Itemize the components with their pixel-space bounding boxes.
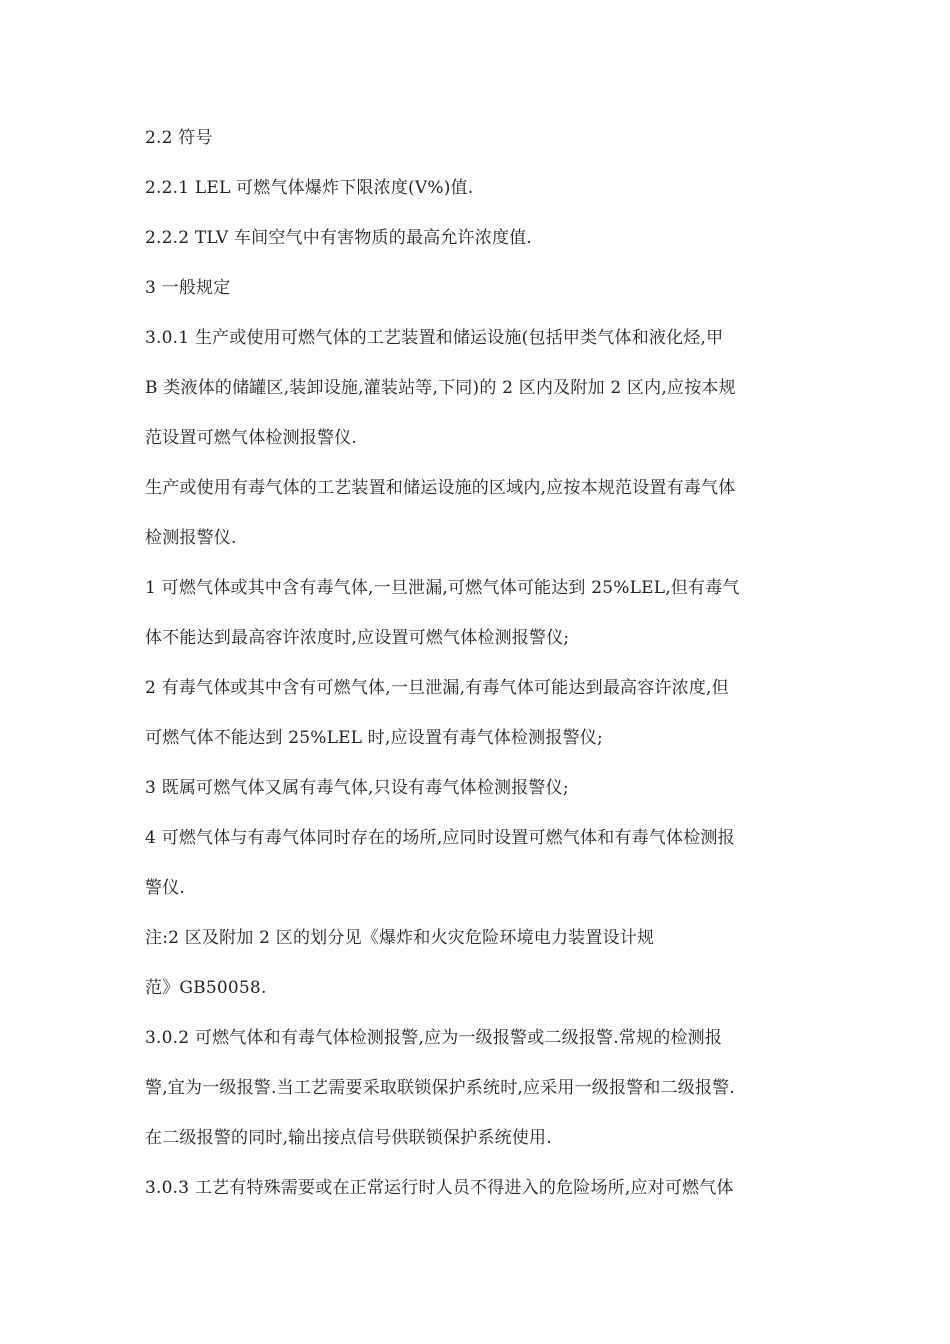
note-line-2: 范》GB50058.: [145, 978, 267, 998]
clause-2-2-2: 2.2.2 TLV 车间空气中有害物质的最高允许浓度值.: [145, 228, 532, 248]
section-heading-3: 3 一般规定: [145, 278, 231, 298]
paragraph-toxic-line-2: 检测报警仪.: [145, 528, 237, 548]
item-3: 3 既属可燃气体又属有毒气体,只设有毒气体检测报警仪;: [145, 778, 569, 798]
paragraph-toxic-line-1: 生产或使用有毒气体的工艺装置和储运设施的区域内,应按本规范设置有毒气体: [145, 478, 736, 498]
item-4-line-1: 4 可燃气体与有毒气体同时存在的场所,应同时设置可燃气体和有毒气体检测报: [145, 828, 735, 848]
note-line-1: 注:2 区及附加 2 区的划分见《爆炸和火灾危险环境电力装置设计规: [145, 928, 655, 948]
item-4-line-2: 警仪.: [145, 878, 186, 898]
clause-3-0-2-line-1: 3.0.2 可燃气体和有毒气体检测报警,应为一级报警或二级报警.常规的检测报: [145, 1028, 723, 1048]
clause-3-0-1-line-1: 3.0.1 生产或使用可燃气体的工艺装置和储运设施(包括甲类气体和液化烃,甲: [145, 328, 724, 348]
clause-3-0-3-line-1: 3.0.3 工艺有特殊需要或在正常运行时人员不得进入的危险场所,应对可燃气体: [145, 1178, 734, 1198]
clause-3-0-2-line-3: 在二级报警的同时,输出接点信号供联锁保护系统使用.: [145, 1128, 552, 1148]
item-1-line-1: 1 可燃气体或其中含有毒气体,一旦泄漏,可燃气体可能达到 25%LEL,但有毒气: [145, 578, 740, 598]
section-heading-2-2: 2.2 符号: [145, 128, 213, 148]
item-2-line-1: 2 有毒气体或其中含有可燃气体,一旦泄漏,有毒气体可能达到最高容许浓度,但: [145, 678, 729, 698]
clause-3-0-1-line-3: 范设置可燃气体检测报警仪.: [145, 428, 358, 448]
item-2-line-2: 可燃气体不能达到 25%LEL 时,应设置有毒气体检测报警仪;: [145, 728, 603, 748]
clause-2-2-1: 2.2.1 LEL 可燃气体爆炸下限浓度(V%)值.: [145, 178, 474, 198]
clause-3-0-2-line-2: 警,宜为一级报警.当工艺需要采取联锁保护系统时,应采用一级报警和二级报警.: [145, 1078, 736, 1098]
item-1-line-2: 体不能达到最高容许浓度时,应设置可燃气体检测报警仪;: [145, 628, 570, 648]
clause-3-0-1-line-2: B 类液体的储罐区,装卸设施,灌装站等,下同)的 2 区内及附加 2 区内,应按本规: [145, 378, 736, 398]
